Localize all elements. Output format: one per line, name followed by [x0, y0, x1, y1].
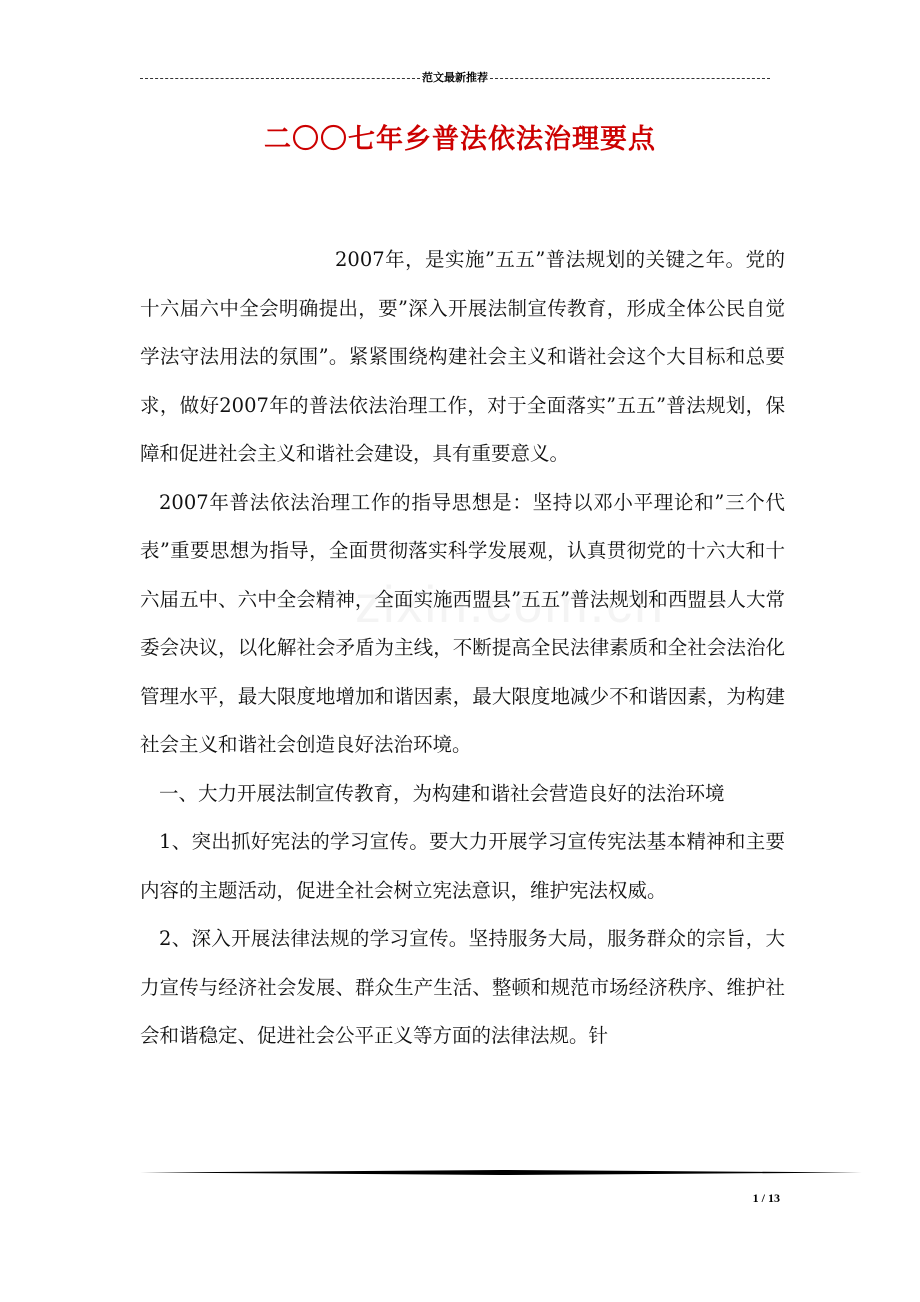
header-banner — [140, 68, 770, 88]
header-dash-right — [490, 78, 770, 79]
paragraph-item-2: 2、深入开展法律法规的学习宣传。坚持服务大局，服务群众的宗旨，大力宣传与经济社会发展、群众生产生活、整顿和规范市场经济秩序、维护社会和谐稳定、促进社会公平正义等方面的法律法规。针 — [140, 927, 785, 1047]
document-body — [140, 236, 785, 1061]
section-heading-1: 一、大力开展法制宣传教育，为构建和谐社会营造良好的法治环境 — [159, 781, 725, 805]
page-number: 1 / 13 — [752, 1191, 780, 1205]
header-dash-left — [140, 78, 420, 79]
paragraph-item-1: 1、突出抓好宪法的学习宣传。要大力开展学习宣传宪法基本精神和主要内容的主题活动，促进全社会树立宪法意识，维护宪法权威。 — [140, 830, 785, 902]
document-title: 二〇〇七年乡普法依法治理要点 — [264, 124, 656, 155]
paragraph-intro: 2007年，是实施”五五”普法规划的关键之年。党的十六届六中全会明确提出，要”深入开展法制宣传教育，形成全体公民自觉学法守法用法的氛围”。紧紧围绕构建社会主义和谐社会这个大目标和总要求，做好2007年的普法依法治理工作，对于全面落实”五五”普法规划，保障和促进社会主义和谐社会建设，具有重要意义。 — [140, 248, 785, 465]
footer-divider — [140, 1170, 862, 1175]
header-banner-text: 范文最新推荐 — [422, 71, 488, 84]
paragraph-guiding-ideology: 2007年普法依法治理工作的指导思想是：坚持以邓小平理论和”三个代表”重要思想为指导，全面贯彻落实科学发展观，认真贯彻党的十六大和十六届五中、六中全会精神，全面实施西盟县”五五”普法规划和西盟县人大常委会决议，以化解社会矛盾为主线，不断提高全民法律素质和全社会法治化管理水平，最大限度地增加和谐因素，最大限度地减少不和谐因素，为构建社会主义和谐社会创造良好法治环境。 — [140, 490, 785, 756]
